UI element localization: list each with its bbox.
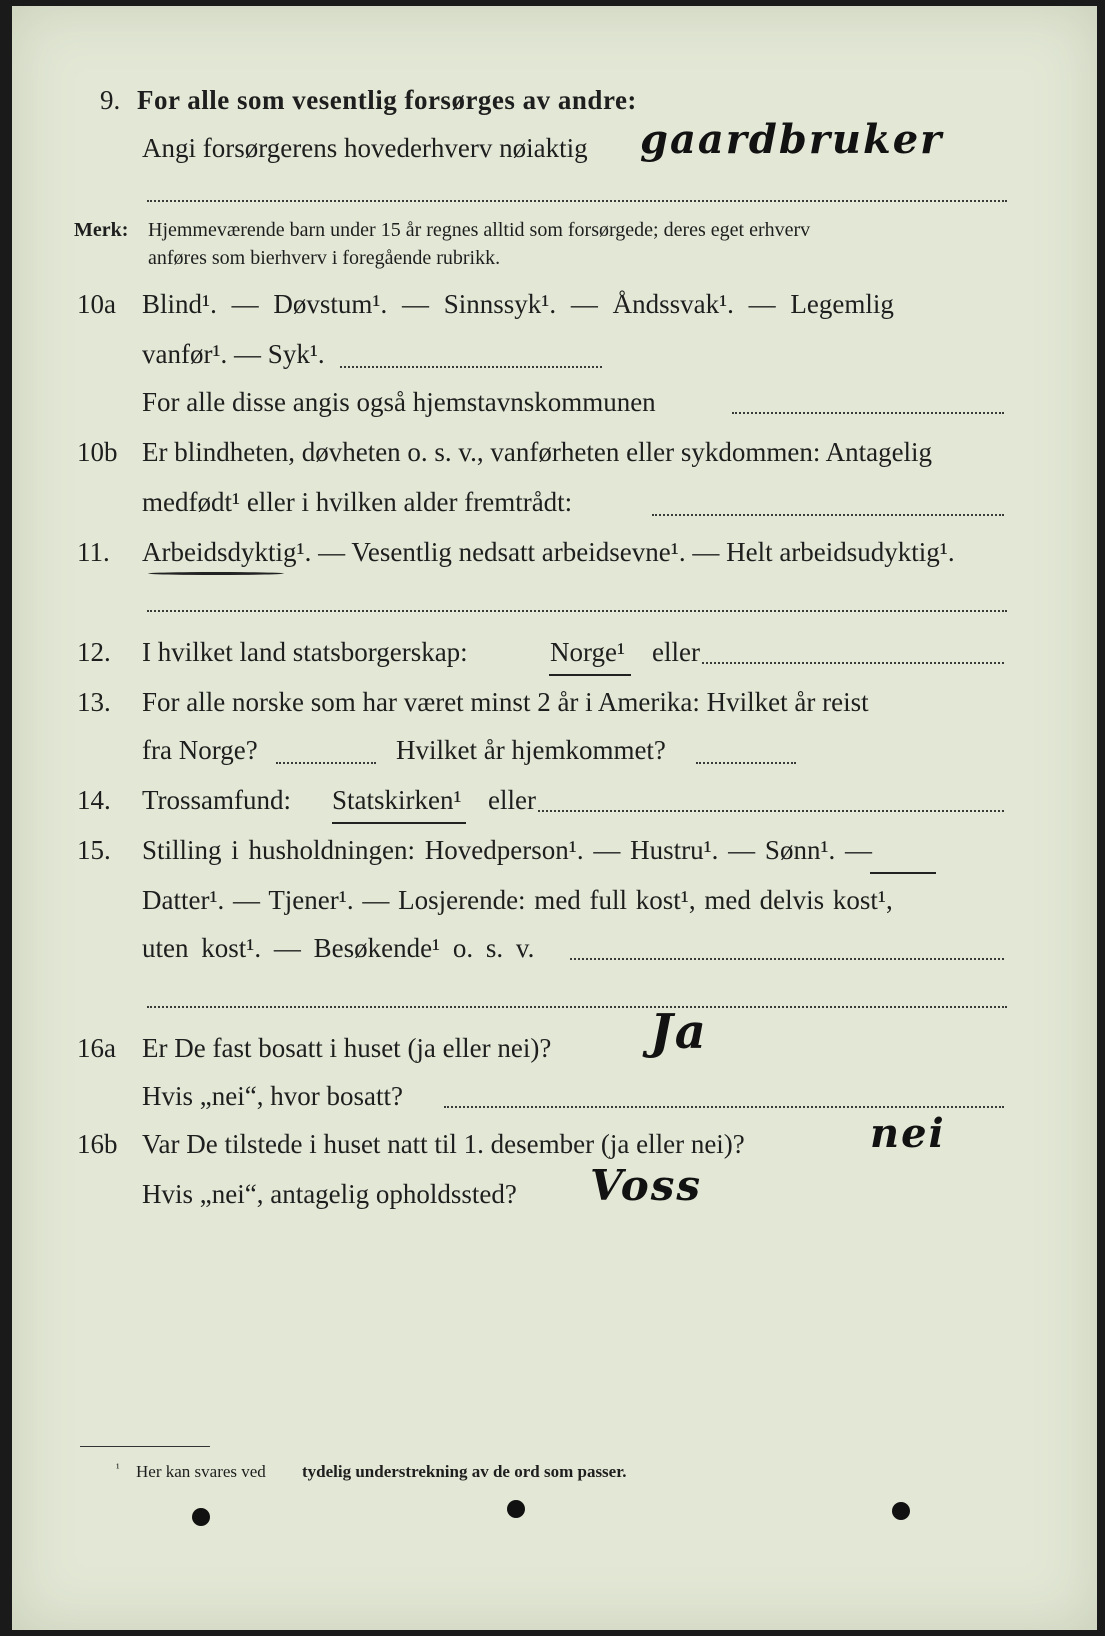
q14-suffix: eller xyxy=(488,785,536,815)
footnote-rule xyxy=(80,1446,210,1447)
q15-besokende-line xyxy=(570,958,1004,960)
q9-heading: For alle som vesentlig forsørges av andre: xyxy=(137,85,637,115)
q13-reist-line xyxy=(276,762,376,764)
q16a-text-2: Hvis „nei“, hvor bosatt? xyxy=(142,1081,403,1111)
q14-prefix: Trossamfund: xyxy=(142,785,292,815)
q16b-answer-2-handwritten: Voss xyxy=(590,1161,703,1210)
q10b-row-1 xyxy=(12,432,1097,472)
q12-number: 12. xyxy=(77,637,111,667)
q10a-row-1 xyxy=(12,284,1097,324)
q12-row xyxy=(12,632,1097,672)
q15-text-2: Datter¹. — Tjener¹. — Losjerende: med full kost¹, med delvis kost¹, xyxy=(142,885,893,915)
q15-text-3: uten kost¹. — Besøkende¹ o. s. v. xyxy=(142,933,535,963)
q16a-row-1 xyxy=(12,1004,1097,1068)
q16b-text-2: Hvis „nei“, antagelig opholdssted? xyxy=(142,1179,517,1209)
q9-row-2 xyxy=(12,116,1097,168)
q10b-number: 10b xyxy=(77,437,118,467)
q16a-text-1: Er De fast bosatt i huset (ja eller nei)? xyxy=(142,1033,552,1063)
q10a-text-3: For alle disse angis også hjemstavnskommunen xyxy=(142,387,656,417)
q10a-syk-line xyxy=(340,366,602,368)
q10b-text-1: Er blindheten, døvheten o. s. v., vanførheten eller sykdommen: Antagelig xyxy=(142,437,933,467)
merk-row-2 xyxy=(12,244,1097,284)
q9-answer-handwritten: gaardbruker xyxy=(640,116,944,163)
q13-number: 13. xyxy=(77,687,111,717)
q16a-number: 16a xyxy=(77,1033,116,1063)
q10a-row-2 xyxy=(12,334,1097,374)
q14-blank-line xyxy=(538,810,1004,812)
q16b-answer-1-handwritten: nei xyxy=(870,1110,946,1157)
footnote-mark: ¹ xyxy=(116,1461,120,1475)
punch-hole-dot-right xyxy=(892,1502,910,1520)
q9-number: 9. xyxy=(100,85,121,115)
q11-text: Arbeidsdyktig¹. — Vesentlig nedsatt arbeidsevne¹. — Helt arbeidsudyktig¹. xyxy=(142,537,955,567)
footnote-row xyxy=(12,1452,1097,1492)
q13-text-2a: fra Norge? xyxy=(142,735,258,765)
q15-blank-line xyxy=(147,1006,1007,1008)
q15-text-1: Stilling i husholdningen: Hovedperson¹. — Hustru¹. — Sønn¹. — xyxy=(142,835,873,865)
q12-blank-line xyxy=(702,662,1004,664)
q15-row-1 xyxy=(12,830,1097,870)
q11-row xyxy=(12,532,1097,572)
q10a-text-2: vanfør¹. — Syk¹. xyxy=(142,339,325,369)
merk-label: Merk: xyxy=(74,219,129,241)
q10a-kommune-line xyxy=(732,412,1004,414)
q13-row-1 xyxy=(12,682,1097,722)
q13-hjemkommet-line xyxy=(696,762,796,764)
q10b-row-2 xyxy=(12,482,1097,522)
q10b-text-2: medfødt¹ eller i hvilken alder fremtrådt: xyxy=(142,487,573,517)
q9-label: Angi forsørgerens hovederhverv nøiaktig xyxy=(142,133,588,163)
q9-blank-line xyxy=(147,200,1007,202)
q16b-number: 16b xyxy=(77,1129,118,1159)
q14-row xyxy=(12,780,1097,820)
q9-row-1 xyxy=(12,80,1097,120)
q12-norge-underline xyxy=(549,674,631,676)
q14-statskirken-underline xyxy=(332,822,466,824)
punch-hole-dot-left xyxy=(192,1508,210,1526)
q11-blank-line xyxy=(147,610,1007,612)
q16b-row-1 xyxy=(12,1110,1097,1164)
q10a-row-3 xyxy=(12,382,1097,422)
footnote-text-bold: tydelig understrekning av de ord som passer. xyxy=(302,1462,627,1481)
q16b-text-1: Var De tilstede i huset natt til 1. desember (ja eller nei)? xyxy=(142,1129,745,1159)
q16a-bosatt-line xyxy=(444,1106,1004,1108)
q15-number: 15. xyxy=(77,835,111,865)
q10a-number: 10a xyxy=(77,289,116,319)
q12-prefix: I hvilket land statsborgerskap: xyxy=(142,637,468,667)
q13-row-2 xyxy=(12,730,1097,770)
merk-text-1: Hjemmeværende barn under 15 år regnes alltid som forsørgede; deres eget erhverv xyxy=(148,219,811,241)
census-form-page xyxy=(12,6,1097,1630)
q15-row-3 xyxy=(12,928,1097,968)
q11-arbeidsdyktig-underline xyxy=(148,572,284,575)
q10b-blank-line xyxy=(652,514,1004,516)
punch-hole-dot-center xyxy=(507,1500,525,1518)
q15-row-2 xyxy=(12,880,1097,920)
q15-sonn-underline xyxy=(870,872,936,874)
q16a-answer-handwritten: Ja xyxy=(650,1004,708,1060)
q13-text-2b: Hvilket år hjemkommet? xyxy=(396,735,666,765)
q16b-row-2 xyxy=(12,1161,1097,1214)
q12-suffix: eller xyxy=(652,637,700,667)
q13-text-1: For alle norske som har været minst 2 år i Amerika: Hvilket år reist xyxy=(142,687,869,717)
q12-choice-norge: Norge¹ xyxy=(550,637,626,667)
footnote-text: Her kan svares ved xyxy=(136,1462,266,1481)
q11-number: 11. xyxy=(77,537,110,567)
q14-choice-statskirken: Statskirken¹ xyxy=(332,785,462,815)
merk-text-2: anføres som bierhverv i foregående rubrikk. xyxy=(148,247,501,269)
q10a-text-1: Blind¹. — Døvstum¹. — Sinnssyk¹. — Åndssvak¹. — Legemlig xyxy=(142,289,894,319)
q14-number: 14. xyxy=(77,785,111,815)
